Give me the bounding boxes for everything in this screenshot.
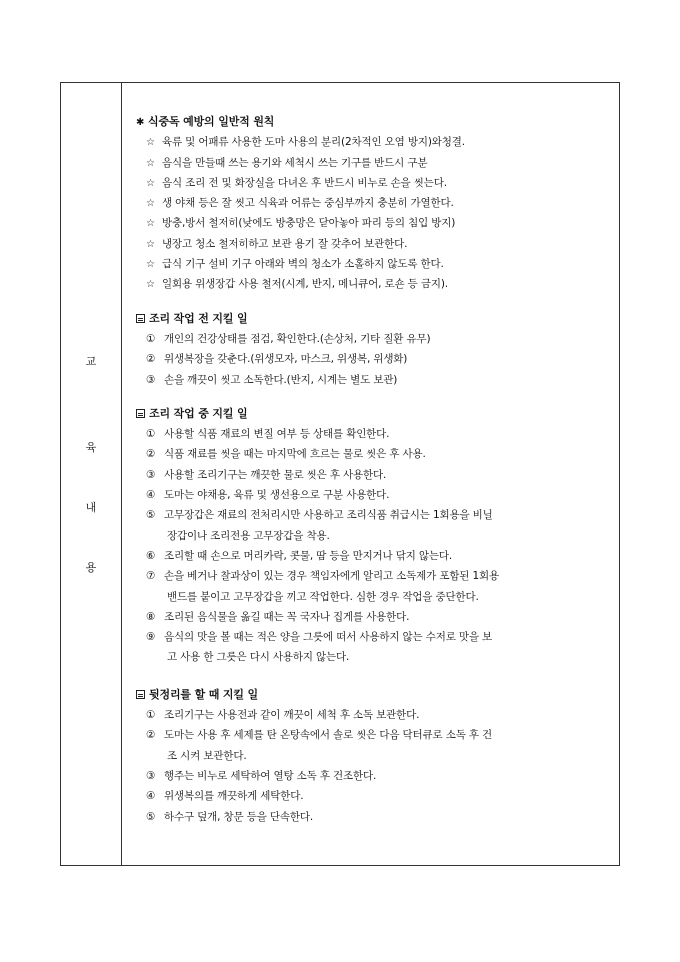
content-body	[136, 112, 612, 827]
item-number: ①	[146, 332, 156, 345]
list-item-text: 생 야채 등은 잘 씻고 식육과 어류는 중심부까지 충분히 가열한다.	[162, 197, 454, 210]
box-bullet-icon	[136, 314, 145, 323]
list-item	[136, 786, 612, 806]
list-item-text: 식품 재료를 씻을 때는 마지막에 흐르는 물로 씻은 후 사용.	[164, 448, 426, 461]
item-number: ④	[146, 790, 156, 803]
list-item-text: 위생복의를 깨끗하게 세탁한다.	[164, 790, 304, 803]
list-item	[136, 465, 612, 485]
item-number: ⑥	[146, 549, 156, 562]
list-item-text: 조리할 때 손으로 머리카락, 콧물, 땀 등을 만지거나 닦지 않는다.	[164, 549, 453, 562]
list-item-text: 음식 조리 전 및 화장실을 다녀온 후 반드시 비누로 손을 씻는다.	[162, 176, 447, 189]
star-bullet-icon: ☆	[146, 177, 155, 189]
list-item	[136, 607, 612, 627]
side-label-char: 육	[85, 441, 97, 454]
box-bullet-icon	[136, 690, 145, 699]
star-bullet-icon: ☆	[146, 157, 155, 169]
item-number: ②	[146, 448, 156, 461]
item-number: ⑧	[146, 610, 156, 623]
list-item-text: 음식을 만들때 쓰는 용기와 세척시 쓰는 기구를 반드시 구분	[162, 156, 428, 169]
list-item-continuation: 고 사용 한 그릇은 다시 사용하지 않는다.	[167, 651, 350, 664]
item-number: ③	[146, 468, 156, 481]
list-item	[136, 370, 612, 390]
section4-heading	[136, 685, 612, 705]
list-item	[136, 254, 612, 274]
item-number: ④	[146, 489, 156, 502]
item-number: ②	[146, 353, 156, 366]
list-item-text: 조리기구는 사용전과 같이 깨끗이 세척 후 소독 보관한다.	[164, 709, 420, 722]
list-item-text: 일회용 위생장갑 사용 철저(시계, 반지, 메니큐어, 로숀 등 금지).	[162, 278, 448, 291]
list-item	[136, 566, 612, 586]
list-item-text: 손을 깨끗이 씻고 소독한다.(반지, 시계는 별도 보관)	[164, 373, 398, 386]
list-item	[136, 444, 612, 464]
list-item-text: 사용할 식품 재료의 변질 여부 등 상태를 확인한다.	[164, 428, 390, 441]
star-bullet-icon: ☆	[146, 259, 155, 271]
list-item	[136, 193, 612, 213]
list-item-text: 급식 기구 설비 기구 아래와 벽의 청소가 소홀하지 않도록 한다.	[162, 258, 444, 271]
section1-title: 식중독 예방의 일반적 원칙	[148, 115, 275, 128]
list-item	[136, 153, 612, 173]
list-item	[136, 725, 612, 745]
side-label-char: 내	[85, 501, 97, 514]
list-item-text: 방충,방서 철저히(낮에도 방충망은 닫아놓아 파리 등의 침입 방지)	[162, 217, 456, 230]
side-label-column	[60, 82, 122, 866]
list-item	[136, 329, 612, 349]
list-item	[136, 132, 612, 152]
side-label-char: 교	[85, 355, 97, 368]
list-item	[136, 424, 612, 444]
list-item	[136, 705, 612, 725]
star-bullet-icon: ☆	[146, 198, 155, 210]
asterisk-bullet-icon: ✱	[136, 117, 145, 128]
list-item	[136, 627, 612, 647]
list-item-text: 손을 베거나 찰과상이 있는 경우 책임자에게 알리고 소독제가 포함된 1회용	[164, 570, 500, 583]
section3-title: 조리 작업 중 지킬 일	[149, 406, 248, 420]
list-item	[136, 274, 612, 294]
item-number: ③	[146, 373, 156, 386]
list-item	[136, 807, 612, 827]
list-item-text: 조리된 음식물을 옮길 때는 꼭 국자나 집게를 사용한다.	[164, 610, 410, 623]
side-label-char: 용	[85, 561, 97, 574]
item-number: ⑤	[146, 509, 156, 522]
list-item-text: 육류 및 어패류 사용한 도마 사용의 분리(2차적인 오염 방지)와청결.	[162, 136, 465, 149]
section3-list	[136, 424, 612, 668]
list-item-text: 냉장고 청소 철저히하고 보관 용기 잘 갖추어 보관한다.	[162, 237, 408, 250]
list-item-text: 도마는 사용 후 세제를 탄 온탕속에서 솔로 씻은 다음 닥터큐로 소독 후 건	[164, 729, 493, 742]
item-number: ②	[146, 729, 156, 742]
list-item-text: 음식의 맛을 볼 때는 적은 양을 그릇에 떠서 사용하지 않는 수저로 맛을 보	[164, 631, 493, 644]
list-item	[136, 505, 612, 525]
list-item-continuation: 조 시켜 보관한다.	[167, 749, 247, 762]
list-item-text: 하수구 덮개, 창문 등을 단속한다.	[164, 810, 314, 823]
star-bullet-icon: ☆	[146, 137, 155, 149]
item-number: ①	[146, 428, 156, 441]
box-bullet-icon	[136, 409, 145, 418]
list-item	[136, 349, 612, 369]
list-item-text: 행주는 비누로 세탁하여 열탕 소독 후 건조한다.	[164, 769, 377, 782]
list-item-text: 위생복장을 갖춘다.(위생모자, 마스크, 위생복, 위생화)	[164, 353, 408, 366]
list-item-continuation: 밴드를 붙이고 고무장갑을 끼고 작업한다. 심한 경우 작업을 중단한다.	[167, 590, 479, 603]
list-item	[136, 766, 612, 786]
section2-title: 조리 작업 전 지킬 일	[149, 311, 248, 325]
list-item	[136, 173, 612, 193]
item-number: ⑤	[146, 810, 156, 823]
list-item	[136, 234, 612, 254]
star-bullet-icon: ☆	[146, 279, 155, 291]
list-item-text: 사용할 조리기구는 깨끗한 물로 씻은 후 사용한다.	[164, 468, 387, 481]
item-number: ⑦	[146, 570, 156, 583]
item-number: ①	[146, 709, 156, 722]
section4-list	[136, 705, 612, 827]
list-item-text: 개인의 건강상태를 점검, 확인한다.(손상처, 기타 질환 유무)	[164, 332, 431, 345]
star-bullet-icon: ☆	[146, 218, 155, 230]
section1-list	[136, 132, 612, 294]
list-item	[136, 546, 612, 566]
section3-heading	[136, 404, 612, 424]
section2-heading	[136, 309, 612, 329]
list-item	[136, 485, 612, 505]
section1-heading	[136, 112, 612, 132]
list-item-text: 도마는 야채용, 육류 및 생선용으로 구분 사용한다.	[164, 489, 390, 502]
section4-title: 뒷정리를 할 때 지킬 일	[149, 687, 259, 701]
item-number: ⑨	[146, 631, 156, 644]
list-item	[136, 213, 612, 233]
list-item-continuation: 장갑이나 조리전용 고무장갑을 착용.	[167, 529, 330, 542]
item-number: ③	[146, 769, 156, 782]
star-bullet-icon: ☆	[146, 238, 155, 250]
list-item-text: 고무장갑은 재료의 전처리시만 사용하고 조리식품 취급시는 1회용을 비닐	[164, 509, 493, 522]
section2-list	[136, 329, 612, 390]
